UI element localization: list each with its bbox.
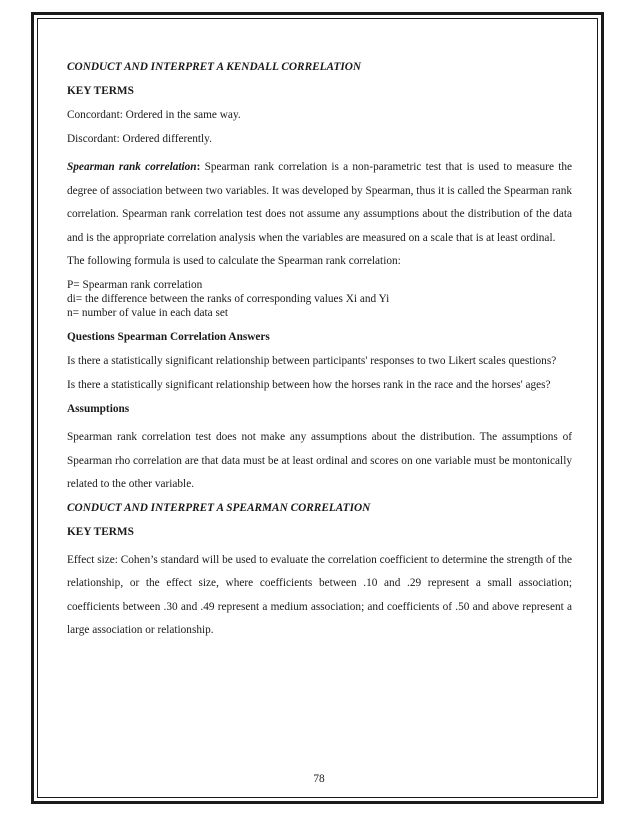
question-1: Is there a statistically significant relationship between participants' responses to two Likert scales questions? bbox=[67, 355, 557, 367]
spearman-definition-text: Spearman rank correlation is a non-parametric test that is used to measure the degree of association between two variables. It was developed by Spearman, thus it is called the Spearman rank correlation. Spearman rank correlation test does not assume any assumptions about the distribution of the data and is the appropriate correlation analysis when the variables are measured on a scale that is at least ordinal. bbox=[67, 161, 572, 244]
assumptions-text: Spearman rank correlation test does not make any assumptions about the distribution. The assumptions of Spearman rho correlation are that data must be at least ordinal and scores on one variable must be montonically related to the other variable. bbox=[67, 431, 572, 490]
discordant-definition: Discordant: Ordered differently. bbox=[67, 133, 212, 145]
spearman-term-colon: : bbox=[196, 161, 201, 173]
spearman-definition bbox=[67, 156, 572, 250]
formula-intro: The following formula is used to calculate the Spearman rank correlation: bbox=[67, 255, 401, 267]
concordant-definition: Concordant: Ordered in the same way. bbox=[67, 109, 241, 121]
section-heading-spearman: CONDUCT AND INTERPRET A SPEARMAN CORRELATION bbox=[67, 501, 371, 514]
key-terms-heading: KEY TERMS bbox=[67, 525, 134, 538]
page-number: 78 bbox=[313, 773, 325, 785]
effect-size-text: Effect size: Cohen’s standard will be used to evaluate the correlation coefficient to determine the strength of the relationship, or the effect size, where coefficients between .10 and .29 represent a small association; coefficients between .30 and .49 represent a medium association; and coefficients of .50 and above represent a large association or relationship. bbox=[67, 553, 572, 636]
formula-legend-line: n= number of value in each data set bbox=[67, 307, 229, 319]
formula-legend-line: P= Spearman rank correlation bbox=[67, 279, 203, 291]
page-content bbox=[67, 60, 572, 647]
question-2: Is there a statistically significant relationship between how the horses rank in the race and the horses' ages? bbox=[67, 379, 551, 391]
section-heading-kendall: CONDUCT AND INTERPRET A KENDALL CORRELATION bbox=[67, 61, 362, 73]
assumptions-heading: Assumptions bbox=[67, 403, 130, 415]
key-terms-heading: KEY TERMS bbox=[67, 85, 134, 97]
formula-legend bbox=[67, 278, 572, 320]
formula-legend-line: di= the difference between the ranks of corresponding values Xi and Yi bbox=[67, 293, 390, 305]
questions-heading: Questions Spearman Correlation Answers bbox=[67, 331, 270, 343]
spearman-term: Spearman rank correlation bbox=[67, 161, 197, 173]
